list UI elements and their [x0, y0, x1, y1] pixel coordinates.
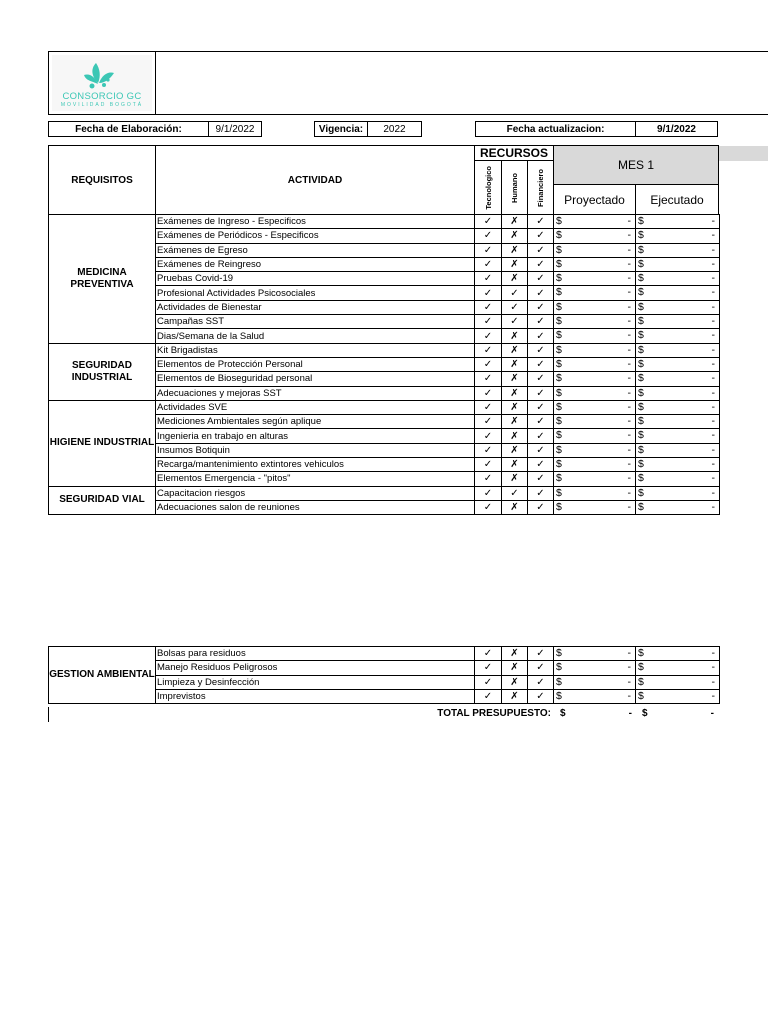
amount-value: -	[711, 329, 715, 342]
amount-value: -	[627, 647, 631, 659]
currency-symbol: $	[638, 243, 644, 256]
proyectado-cell	[554, 486, 636, 500]
activity-cell: Exámenes de Egreso	[156, 243, 475, 257]
tecnologico-mark: ✓	[475, 215, 502, 229]
tecnologico-mark: ✓	[475, 500, 502, 514]
fecha-actualizacion-label: Fecha actualizacion:	[475, 121, 636, 137]
humano-header: Humano	[501, 160, 528, 215]
total-label: TOTAL PRESUPUESTO:	[437, 708, 551, 719]
financiero-mark: ✓	[528, 357, 554, 371]
amount-value: -	[711, 458, 715, 471]
gray-fill	[719, 146, 768, 161]
amount-value: -	[711, 661, 715, 674]
amount-value: -	[627, 357, 631, 370]
currency-symbol: $	[638, 215, 644, 227]
ejecutado-cell	[636, 357, 720, 371]
ejecutado-cell	[636, 415, 720, 429]
currency-symbol: $	[638, 257, 644, 270]
ejecutado-cell	[636, 243, 720, 257]
amount-value: -	[711, 443, 715, 456]
activity-cell: Capacitacion riesgos	[156, 486, 475, 500]
amount-value: -	[627, 689, 631, 702]
activity-cell: Exámenes de Ingreso - Especificos	[156, 215, 475, 229]
tecnologico-mark: ✓	[475, 243, 502, 257]
humano-mark: ✗	[502, 243, 528, 257]
amount-value: -	[627, 315, 631, 328]
currency-symbol: $	[638, 429, 644, 442]
financiero-mark: ✓	[528, 429, 554, 443]
amount-value: -	[627, 500, 631, 513]
proyectado-cell	[554, 458, 636, 472]
tecnologico-mark: ✓	[475, 486, 502, 500]
financiero-mark: ✓	[528, 315, 554, 329]
currency-symbol: $	[638, 647, 644, 659]
proyectado-cell	[554, 286, 636, 300]
financiero-mark: ✓	[528, 229, 554, 243]
amount-value: -	[627, 400, 631, 413]
tecnologico-mark: ✓	[475, 458, 502, 472]
financiero-mark: ✓	[528, 300, 554, 314]
requisito-group-label: GESTION AMBIENTAL	[49, 647, 156, 704]
ejecutado-cell	[636, 400, 720, 414]
amount-value: -	[627, 443, 631, 456]
proyectado-cell	[554, 500, 636, 514]
currency-symbol: $	[556, 458, 562, 471]
financiero-mark: ✓	[528, 486, 554, 500]
tecnologico-header: Tecnologico	[474, 160, 502, 215]
humano-mark: ✗	[502, 400, 528, 414]
humano-mark: ✗	[502, 257, 528, 271]
ejecutado-cell	[636, 429, 720, 443]
amount-value: -	[711, 429, 715, 442]
proyectado-cell	[554, 472, 636, 486]
humano-mark: ✗	[502, 372, 528, 386]
amount-value: -	[627, 661, 631, 674]
ejecutado-cell	[636, 215, 720, 229]
currency-symbol: $	[638, 472, 644, 485]
activity-cell: Mediciones Ambientales según aplique	[156, 415, 475, 429]
amount-value: -	[711, 500, 715, 513]
tecnologico-mark: ✓	[475, 315, 502, 329]
ejecutado-cell	[636, 257, 720, 271]
currency-symbol: $	[556, 257, 562, 270]
tecnologico-mark: ✓	[475, 689, 502, 703]
amount-value: -	[711, 215, 715, 227]
amount-value: -	[627, 257, 631, 270]
amount-value: -	[711, 486, 715, 499]
amount-value: -	[627, 215, 631, 227]
logo-name: CONSORCIO GC	[62, 91, 142, 102]
amount-value: -	[711, 675, 715, 688]
financiero-mark: ✓	[528, 458, 554, 472]
activity-cell: Dias/Semana de la Salud	[156, 329, 475, 343]
proyectado-cell	[554, 315, 636, 329]
document-header	[48, 51, 768, 115]
currency-symbol: $	[556, 215, 562, 227]
currency-symbol: $	[638, 458, 644, 471]
tecnologico-mark: ✓	[475, 286, 502, 300]
financiero-mark: ✓	[528, 675, 554, 689]
table-row	[49, 400, 720, 414]
amount-value: -	[711, 257, 715, 270]
total-proyectado: -	[628, 708, 632, 719]
environmental-table	[48, 646, 720, 704]
currency-symbol: $	[556, 486, 562, 499]
activity-cell: Pruebas Covid-19	[156, 272, 475, 286]
amount-value: -	[627, 329, 631, 342]
currency-symbol: $	[556, 343, 562, 356]
currency-symbol: $	[556, 372, 562, 385]
amount-value: -	[627, 486, 631, 499]
proyectado-cell	[554, 300, 636, 314]
amount-value: -	[627, 343, 631, 356]
activity-cell: Elementos Emergencia - "pitos"	[156, 472, 475, 486]
ejecutado-cell	[636, 315, 720, 329]
financiero-mark: ✓	[528, 243, 554, 257]
humano-mark: ✗	[502, 329, 528, 343]
amount-value: -	[711, 286, 715, 299]
humano-mark: ✗	[502, 272, 528, 286]
financiero-mark: ✓	[528, 400, 554, 414]
financiero-mark: ✓	[528, 500, 554, 514]
currency-symbol: $	[638, 357, 644, 370]
tecnologico-mark: ✓	[475, 661, 502, 675]
financiero-mark: ✓	[528, 415, 554, 429]
tecnologico-mark: ✓	[475, 400, 502, 414]
proyectado-cell	[554, 215, 636, 229]
ejecutado-cell	[636, 343, 720, 357]
amount-value: -	[627, 243, 631, 256]
proyectado-header: Proyectado	[553, 184, 636, 215]
financiero-mark: ✓	[528, 386, 554, 400]
currency-symbol: $	[556, 315, 562, 328]
proyectado-cell	[554, 689, 636, 703]
proyectado-cell	[554, 647, 636, 661]
currency-symbol: $	[638, 286, 644, 299]
ejecutado-cell	[636, 286, 720, 300]
activity-cell: Elementos de Bioseguridad personal	[156, 372, 475, 386]
currency-symbol: $	[638, 329, 644, 342]
amount-value: -	[627, 429, 631, 442]
financiero-mark: ✓	[528, 215, 554, 229]
activity-cell: Actividades SVE	[156, 400, 475, 414]
tecnologico-mark: ✓	[475, 415, 502, 429]
company-logo	[52, 55, 152, 111]
activity-cell: Exámenes de Periódicos - Especificos	[156, 229, 475, 243]
currency-symbol: $	[638, 229, 644, 242]
vigencia-label: Vigencia:	[314, 121, 368, 137]
fecha-actualizacion-value: 9/1/2022	[635, 121, 718, 137]
activity-cell: Imprevistos	[156, 689, 475, 703]
proyectado-cell	[554, 386, 636, 400]
currency-symbol: $	[556, 357, 562, 370]
humano-mark: ✓	[502, 300, 528, 314]
proyectado-cell	[554, 372, 636, 386]
currency-symbol: $	[638, 300, 644, 313]
tecnologico-mark: ✓	[475, 229, 502, 243]
currency-symbol: $	[556, 243, 562, 256]
activity-cell: Campañas SST	[156, 315, 475, 329]
humano-mark: ✓	[502, 315, 528, 329]
activity-cell: Profesional Actividades Psicosociales	[156, 286, 475, 300]
humano-mark: ✗	[502, 661, 528, 675]
ejecutado-cell	[636, 372, 720, 386]
financiero-mark: ✓	[528, 343, 554, 357]
currency-symbol: $	[556, 429, 562, 442]
humano-mark: ✗	[502, 443, 528, 457]
proyectado-cell	[554, 675, 636, 689]
humano-mark: ✗	[502, 675, 528, 689]
tecnologico-mark: ✓	[475, 272, 502, 286]
amount-value: -	[711, 300, 715, 313]
humano-mark: ✗	[502, 472, 528, 486]
humano-mark: ✗	[502, 647, 528, 661]
currency-symbol: $	[556, 272, 562, 285]
currency-symbol: $	[556, 229, 562, 242]
amount-value: -	[627, 272, 631, 285]
proyectado-cell	[554, 272, 636, 286]
currency-symbol: $	[638, 315, 644, 328]
activity-cell: Manejo Residuos Peligrosos	[156, 661, 475, 675]
activity-cell: Kit Brigadistas	[156, 343, 475, 357]
tecnologico-mark: ✓	[475, 429, 502, 443]
currency-symbol: $	[638, 415, 644, 428]
currency-symbol: $	[556, 300, 562, 313]
financiero-mark: ✓	[528, 372, 554, 386]
humano-mark: ✗	[502, 229, 528, 243]
proyectado-cell	[554, 400, 636, 414]
humano-mark: ✓	[502, 486, 528, 500]
tecnologico-mark: ✓	[475, 257, 502, 271]
ejecutado-cell	[636, 500, 720, 514]
currency-symbol: $	[638, 386, 644, 399]
proyectado-cell	[554, 661, 636, 675]
ejecutado-cell	[636, 689, 720, 703]
financiero-mark: ✓	[528, 689, 554, 703]
currency-symbol: $	[556, 286, 562, 299]
currency-symbol: $	[638, 661, 644, 674]
amount-value: -	[711, 472, 715, 485]
mes-header: MES 1	[553, 145, 719, 185]
total-left-border	[48, 707, 49, 722]
financiero-mark: ✓	[528, 472, 554, 486]
amount-value: -	[711, 272, 715, 285]
requisito-group-label: HIGIENE INDUSTRIAL	[49, 400, 156, 486]
activity-cell: Adecuaciones salon de reuniones	[156, 500, 475, 514]
ejecutado-cell	[636, 229, 720, 243]
ejecutado-cell	[636, 486, 720, 500]
activities-table	[48, 214, 720, 515]
currency-symbol: $	[638, 400, 644, 413]
requisito-group-label: SEGURIDAD INDUSTRIAL	[49, 343, 156, 400]
amount-value: -	[627, 386, 631, 399]
total-proy-currency: $	[560, 708, 566, 719]
activity-cell: Recarga/mantenimiento extintores vehiculos	[156, 458, 475, 472]
amount-value: -	[711, 647, 715, 659]
proyectado-cell	[554, 429, 636, 443]
amount-value: -	[627, 472, 631, 485]
table-row	[49, 647, 720, 661]
ejecutado-header: Ejecutado	[635, 184, 719, 215]
proyectado-cell	[554, 415, 636, 429]
ejecutado-cell	[636, 386, 720, 400]
amount-value: -	[711, 243, 715, 256]
amount-value: -	[627, 372, 631, 385]
proyectado-cell	[554, 357, 636, 371]
proyectado-cell	[554, 243, 636, 257]
amount-value: -	[627, 229, 631, 242]
amount-value: -	[711, 315, 715, 328]
currency-symbol: $	[556, 500, 562, 513]
proyectado-cell	[554, 329, 636, 343]
total-ejec-currency: $	[642, 708, 648, 719]
amount-value: -	[711, 386, 715, 399]
humano-mark: ✗	[502, 689, 528, 703]
humano-mark: ✗	[502, 458, 528, 472]
financiero-mark: ✓	[528, 272, 554, 286]
activity-cell: Exámenes de Reingreso	[156, 257, 475, 271]
proyectado-cell	[554, 343, 636, 357]
tecnologico-mark: ✓	[475, 443, 502, 457]
ejecutado-cell	[636, 272, 720, 286]
currency-symbol: $	[638, 443, 644, 456]
activity-cell: Bolsas para residuos	[156, 647, 475, 661]
financiero-mark: ✓	[528, 329, 554, 343]
currency-symbol: $	[556, 386, 562, 399]
proyectado-cell	[554, 229, 636, 243]
amount-value: -	[711, 689, 715, 702]
financiero-mark: ✓	[528, 647, 554, 661]
amount-value: -	[711, 415, 715, 428]
humano-mark: ✗	[502, 386, 528, 400]
humano-mark: ✗	[502, 429, 528, 443]
activity-cell: Actividades de Bienestar	[156, 300, 475, 314]
financiero-header: Financiero	[527, 160, 554, 215]
amount-value: -	[627, 458, 631, 471]
ejecutado-cell	[636, 647, 720, 661]
currency-symbol: $	[556, 675, 562, 688]
activity-cell: Adecuaciones y mejoras SST	[156, 386, 475, 400]
proyectado-cell	[554, 443, 636, 457]
currency-symbol: $	[556, 472, 562, 485]
tecnologico-mark: ✓	[475, 343, 502, 357]
requisitos-header: REQUISITOS	[48, 145, 156, 215]
currency-symbol: $	[556, 689, 562, 702]
amount-value: -	[711, 400, 715, 413]
table-row	[49, 486, 720, 500]
requisito-group-label: SEGURIDAD VIAL	[49, 486, 156, 515]
humano-mark: ✗	[502, 357, 528, 371]
total-ejecutado: -	[710, 708, 714, 719]
currency-symbol: $	[638, 675, 644, 688]
requisito-group-label: MEDICINA PREVENTIVA	[49, 215, 156, 344]
financiero-mark: ✓	[528, 443, 554, 457]
financiero-mark: ✓	[528, 661, 554, 675]
fecha-elaboracion-label: Fecha de Elaboración:	[48, 121, 209, 137]
amount-value: -	[627, 415, 631, 428]
logo-tagline: MOVILIDAD BOGOTÁ	[60, 102, 144, 108]
currency-symbol: $	[638, 343, 644, 356]
amount-value: -	[711, 343, 715, 356]
tecnologico-mark: ✓	[475, 675, 502, 689]
fecha-elaboracion-value: 9/1/2022	[208, 121, 262, 137]
ejecutado-cell	[636, 675, 720, 689]
currency-symbol: $	[638, 272, 644, 285]
activity-cell: Limpieza y Desinfección	[156, 675, 475, 689]
tecnologico-mark: ✓	[475, 472, 502, 486]
actividad-header: ACTIVIDAD	[155, 145, 475, 215]
currency-symbol: $	[556, 661, 562, 674]
tecnologico-mark: ✓	[475, 357, 502, 371]
currency-symbol: $	[556, 443, 562, 456]
table-row	[49, 215, 720, 229]
amount-value: -	[711, 372, 715, 385]
currency-symbol: $	[556, 400, 562, 413]
tecnologico-mark: ✓	[475, 386, 502, 400]
recursos-header: RECURSOS	[474, 145, 554, 161]
amount-value: -	[627, 675, 631, 688]
currency-symbol: $	[638, 500, 644, 513]
table-row	[49, 343, 720, 357]
tecnologico-mark: ✓	[475, 300, 502, 314]
activity-cell: Insumos Botiquin	[156, 443, 475, 457]
amount-value: -	[627, 286, 631, 299]
ejecutado-cell	[636, 472, 720, 486]
humano-mark: ✗	[502, 215, 528, 229]
tecnologico-mark: ✓	[475, 647, 502, 661]
ejecutado-cell	[636, 329, 720, 343]
tecnologico-mark: ✓	[475, 329, 502, 343]
ejecutado-cell	[636, 458, 720, 472]
currency-symbol: $	[638, 486, 644, 499]
humano-mark: ✗	[502, 415, 528, 429]
ejecutado-cell	[636, 300, 720, 314]
activity-cell: Elementos de Protección Personal	[156, 357, 475, 371]
amount-value: -	[711, 229, 715, 242]
currency-symbol: $	[638, 372, 644, 385]
ejecutado-cell	[636, 443, 720, 457]
currency-symbol: $	[638, 689, 644, 702]
proyectado-cell	[554, 257, 636, 271]
vigencia-value: 2022	[367, 121, 422, 137]
ejecutado-cell	[636, 661, 720, 675]
currency-symbol: $	[556, 415, 562, 428]
activity-cell: Ingenieria en trabajo en alturas	[156, 429, 475, 443]
financiero-mark: ✓	[528, 257, 554, 271]
amount-value: -	[627, 300, 631, 313]
currency-symbol: $	[556, 647, 562, 659]
humano-mark: ✗	[502, 500, 528, 514]
humano-mark: ✓	[502, 286, 528, 300]
amount-value: -	[711, 357, 715, 370]
humano-mark: ✗	[502, 343, 528, 357]
tecnologico-mark: ✓	[475, 372, 502, 386]
financiero-mark: ✓	[528, 286, 554, 300]
currency-symbol: $	[556, 329, 562, 342]
